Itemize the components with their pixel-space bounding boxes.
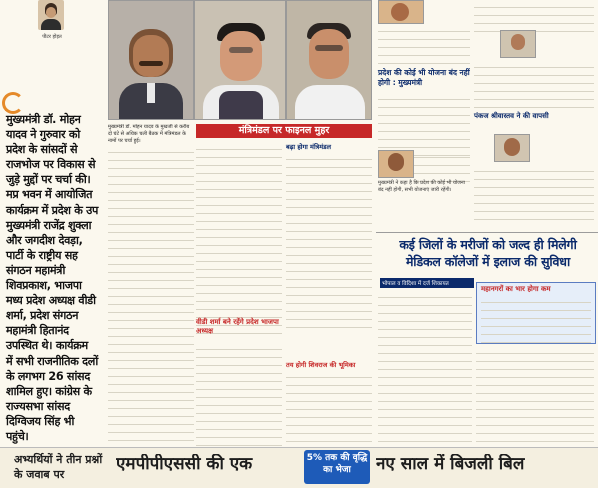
center-col-1-body <box>108 124 194 442</box>
text-lines <box>414 150 470 182</box>
left-headline: मुख्यमंत्री डॉ. मोहन यादव ने गुरुवार को प्रदेश के सांसदों से राजभोज पर विकास से जुड़े मुद्दों पर चर्चा की। मप्र भवन में आयोजित कार्यक्रम में प्रदेश के उप मुख्यमंत्री राजेंद्र शुक्ला और जगदीश देवड़ा, पार्टी के राष्ट्रीय सह संगठन महामंत्री शिवप्रकाश, भाजपा मध्य प्रदेश अध्यक्ष वीडी शर्मा, प्रदेश संगठन महामंत्री हितानंद उपस्थित थे। कार्यक्रम में सभी राजनीतिक दलों के लगभग 26 सांसद शामिल हुए। कांग्रेस के राज्यसभा सांसद दिग्विजय सिंह भी पहुंचे। <box>6 113 99 443</box>
bottom-item-1: अभ्यर्थियों ने तीन प्रश्नों के जवाब पर <box>14 453 103 481</box>
text-lines <box>378 24 470 64</box>
photo-strip <box>108 0 370 120</box>
text-lines <box>474 60 594 108</box>
bottom-item-2: एमपीपीएससी की एक <box>116 454 253 474</box>
bottom-badge: 5% तक की वृद्धि का भेजा <box>304 450 370 484</box>
sub-headline-vd-sharma: वीडी शर्मा बने रहेंगे प्रदेश भाजपा अध्यक्ष <box>196 318 279 335</box>
text-lines <box>474 0 594 32</box>
sub-headline-shivraj: तय होगी शिवराज की भूमिका <box>286 361 356 369</box>
section-divider <box>376 232 598 233</box>
cabinet-banner: मंत्रिमंडल पर फाइनल मुहर <box>196 124 372 138</box>
leader-photo-2 <box>194 0 286 120</box>
text-lines <box>286 370 372 450</box>
center-col-3 <box>286 142 372 442</box>
metro-box-title: महानगरों का भार होगा कम <box>481 285 551 293</box>
medical-headline: कई जिलों के मरीजों को जल्द ही मिलेगी मेडिकल कॉलेजों में इलाज की सुविधा <box>399 237 577 269</box>
medical-col-a <box>378 290 472 444</box>
leader-photo-1 <box>108 0 194 120</box>
right-scheme-body: मुख्यमंत्री ने कहा है कि प्रदेश की कोई भी योजना बंद नहीं होगी, सभी योजनाएं जारी रहेंगी। <box>378 180 465 193</box>
reporter-name: पीटर होइत <box>42 34 62 40</box>
text-lines <box>481 295 591 343</box>
pankaj-photo <box>494 134 530 162</box>
right-col-b-mid <box>474 164 594 224</box>
medical-col-b <box>476 346 594 444</box>
text-lines <box>286 152 372 328</box>
text-lines <box>378 290 472 458</box>
cm-photo <box>378 150 414 178</box>
leader-photo-3 <box>286 0 372 120</box>
text-lines <box>378 92 470 156</box>
center-body-text: मुख्यमंत्री डॉ. मोहन यादव के मुखर्जी से करीब दो घंटे से अधिक चली बैठक में मंत्रिमंडल के नामों पर चर्चा हुई। <box>108 124 190 144</box>
avatar <box>38 0 64 30</box>
center-col-1 <box>108 124 194 446</box>
text-lines <box>196 142 282 334</box>
metro-box <box>476 282 596 344</box>
pankaj-headline: पंकज श्रीवास्तव ने की वापसी <box>474 112 549 120</box>
logo-swoosh-icon <box>2 92 24 114</box>
text-lines <box>476 346 594 450</box>
bottom-item-3: नए साल में बिजली बिल <box>376 454 525 474</box>
right-col-a-mid <box>378 92 470 152</box>
right-col-a-lower <box>414 150 470 180</box>
text-lines <box>196 342 282 446</box>
right-col-b-top <box>474 0 594 110</box>
text-lines <box>108 145 194 442</box>
bottom-headline-strip <box>0 447 598 488</box>
complaint-tag: भोपाल व विदिशा में दर्ज शिकायत <box>380 278 474 288</box>
mid-headline: बढ़ा होगा मंत्रिमंडल <box>286 143 331 151</box>
right-col-a-top <box>378 24 470 64</box>
right-top-photo <box>378 0 424 24</box>
center-col-2-lower <box>196 342 282 442</box>
scheme-headline: प्रदेश की कोई भी योजना बंद नहीं होगी : मुख्यमंत्री <box>378 68 470 87</box>
left-column <box>0 0 102 447</box>
text-lines <box>474 164 594 220</box>
official-photo <box>500 30 536 58</box>
